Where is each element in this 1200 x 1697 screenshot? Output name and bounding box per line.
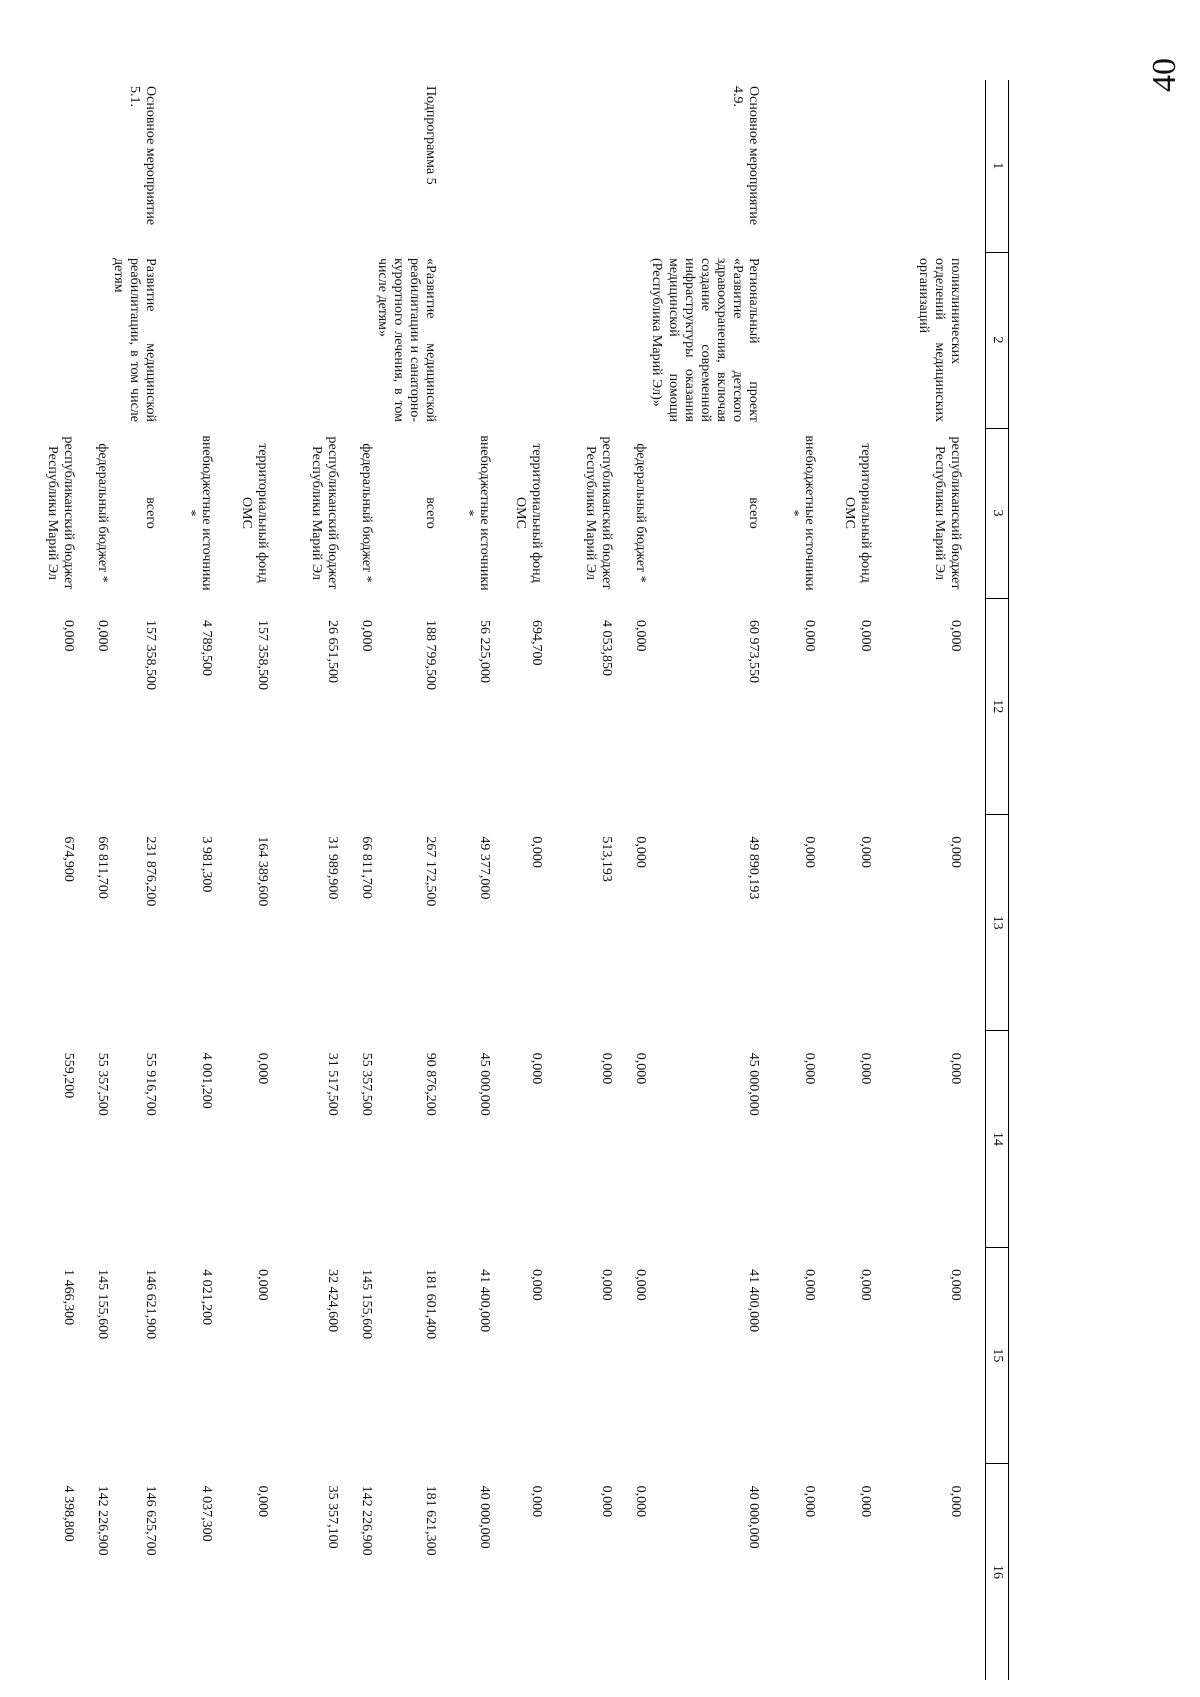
amount-cell: 0,000 bbox=[633, 1485, 649, 1518]
row-description bbox=[340, 252, 374, 428]
column-header: 13 bbox=[986, 814, 1009, 1030]
amount-cell: 559,200 bbox=[60, 1052, 76, 1099]
funding-source: федеральный бюджет * bbox=[94, 443, 110, 583]
amount-cell: 40 000,000 bbox=[746, 1485, 761, 1549]
column-header: 15 bbox=[986, 1247, 1009, 1463]
column-header: 2 bbox=[986, 252, 1009, 428]
amount-cell: 0,000 bbox=[858, 1052, 873, 1085]
amount-cell: 0,000 bbox=[802, 620, 817, 652]
amount-cell: 55 357,500 bbox=[94, 1052, 110, 1116]
amount-cell: 40 000,000 bbox=[477, 1485, 493, 1549]
funding-source: федеральный бюджет * bbox=[358, 443, 374, 583]
amount-cell: 0,000 bbox=[858, 836, 873, 868]
funding-source: федеральный бюджет * bbox=[633, 443, 649, 583]
amount-cell: 0,000 bbox=[254, 1485, 270, 1518]
amount-cell: 142 226,900 bbox=[358, 1485, 374, 1556]
funding-source: всего bbox=[142, 497, 158, 529]
table-body bbox=[16, 80, 986, 1680]
amount-cell: 181 621,300 bbox=[423, 1485, 439, 1556]
funding-source: всего bbox=[746, 497, 761, 529]
header-spacer bbox=[963, 80, 986, 1680]
table-row bbox=[76, 80, 110, 1680]
amount-cell: 164 389,600 bbox=[254, 836, 270, 907]
amount-cell: 0,000 bbox=[633, 620, 649, 652]
column-header: 16 bbox=[986, 1464, 1009, 1680]
row-description bbox=[761, 252, 817, 428]
table-row bbox=[214, 80, 270, 1680]
amount-cell: 41 400,000 bbox=[477, 1269, 493, 1333]
amount-cell: 1 466,300 bbox=[60, 1269, 76, 1326]
amount-cell: 4 789,500 bbox=[198, 620, 214, 676]
amount-cell: 49 890,193 bbox=[746, 836, 761, 900]
amount-cell: 231 876,200 bbox=[142, 836, 158, 907]
amount-cell: 0,000 bbox=[254, 1052, 270, 1085]
amount-cell: 0,000 bbox=[94, 620, 110, 652]
funding-source: внебюджетные источники * bbox=[182, 435, 214, 591]
row-label bbox=[614, 80, 648, 252]
amount-cell: 56 225,000 bbox=[477, 620, 493, 683]
row-description bbox=[214, 252, 270, 428]
amount-cell: 55 357,500 bbox=[358, 1052, 374, 1116]
amount-cell: 0,000 bbox=[358, 620, 374, 652]
funding-source: территориальный фонд ОМС bbox=[841, 443, 873, 583]
amount-cell: 49 377,000 bbox=[477, 836, 493, 900]
funding-source: республиканский бюджет Республики Марий Эл bbox=[583, 436, 615, 590]
amount-cell: 0,000 bbox=[633, 836, 649, 868]
row-label bbox=[158, 80, 214, 252]
amount-cell: 0,000 bbox=[254, 1269, 270, 1301]
amount-cell: 45 000,000 bbox=[477, 1052, 493, 1116]
amount-cell: 145 155,600 bbox=[358, 1269, 374, 1340]
row-description bbox=[76, 252, 110, 428]
column-header: 3 bbox=[986, 428, 1009, 598]
amount-cell: 513,193 bbox=[599, 836, 615, 882]
row-label: Подпрограмма 5 bbox=[423, 86, 439, 185]
amount-cell: 0,000 bbox=[948, 1485, 963, 1518]
column-header: 1 bbox=[986, 80, 1009, 252]
amount-cell: 41 400,000 bbox=[746, 1269, 761, 1333]
table-row bbox=[544, 80, 614, 1680]
amount-cell: 3 981,300 bbox=[198, 836, 214, 893]
amount-cell: 90 876,200 bbox=[423, 1052, 439, 1116]
row-label bbox=[16, 80, 76, 252]
table-row bbox=[817, 80, 873, 1680]
amount-cell: 0,000 bbox=[529, 836, 545, 868]
budget-table-sheet bbox=[44, 80, 1009, 1680]
amount-cell: 0,000 bbox=[633, 1052, 649, 1085]
row-label bbox=[544, 80, 614, 252]
row-label bbox=[873, 80, 963, 252]
row-label bbox=[438, 80, 492, 252]
row-label bbox=[76, 80, 110, 252]
amount-cell: 0,000 bbox=[858, 1269, 873, 1301]
amount-cell: 4 053,850 bbox=[599, 620, 615, 676]
amount-cell: 66 811,700 bbox=[94, 836, 110, 899]
amount-cell: 4 037,300 bbox=[198, 1485, 214, 1542]
amount-cell: 0,000 bbox=[802, 1052, 817, 1085]
row-description bbox=[544, 252, 614, 428]
amount-cell: 0,000 bbox=[948, 1052, 963, 1085]
amount-cell: 0,000 bbox=[529, 1052, 545, 1085]
row-label bbox=[817, 80, 873, 252]
amount-cell: 60 973,550 bbox=[746, 620, 761, 683]
amount-cell: 55 916,700 bbox=[142, 1052, 158, 1116]
table-row bbox=[16, 80, 76, 1680]
table-row bbox=[158, 80, 214, 1680]
funding-source: территориальный фонд ОМС bbox=[513, 443, 545, 583]
amount-cell: 0,000 bbox=[599, 1052, 615, 1085]
table-row bbox=[438, 80, 492, 1680]
row-description bbox=[614, 252, 648, 428]
amount-cell: 4 021,200 bbox=[198, 1269, 214, 1326]
row-description: поликлинических отделений медицинских организаций bbox=[915, 258, 963, 422]
row-description: «Развитие медицинской реабилитации и санаторно-курортного лечения, в том числе детям» bbox=[375, 258, 439, 422]
funding-source: республиканский бюджет Республики Марий Эл bbox=[308, 436, 340, 590]
amount-cell: 0,000 bbox=[858, 620, 873, 652]
amount-cell: 0,000 bbox=[858, 1485, 873, 1518]
amount-cell: 145 155,600 bbox=[94, 1269, 110, 1340]
page-number: 40 bbox=[1146, 58, 1183, 92]
amount-cell: 4 398,800 bbox=[60, 1485, 76, 1542]
funding-source: территориальный фонд ОМС bbox=[238, 443, 270, 583]
amount-cell: 0,000 bbox=[802, 1269, 817, 1301]
row-description bbox=[438, 252, 492, 428]
amount-cell: 188 799,500 bbox=[423, 620, 439, 690]
row-label bbox=[340, 80, 374, 252]
amount-cell: 0,000 bbox=[948, 836, 963, 868]
amount-cell: 267 172,500 bbox=[423, 836, 439, 907]
row-description bbox=[492, 252, 544, 428]
amount-cell: 674,900 bbox=[60, 836, 76, 882]
amount-cell: 4 001,200 bbox=[198, 1052, 214, 1109]
amount-cell: 142 226,900 bbox=[94, 1485, 110, 1556]
row-label bbox=[761, 80, 817, 252]
row-description bbox=[270, 252, 340, 428]
amount-cell: 32 424,600 bbox=[324, 1269, 340, 1333]
amount-cell: 31 989,900 bbox=[324, 836, 340, 900]
amount-cell: 157 358,500 bbox=[254, 620, 270, 690]
row-description bbox=[16, 252, 76, 428]
funding-source: внебюджетные источники * bbox=[785, 435, 817, 591]
table-row bbox=[340, 80, 374, 1680]
amount-cell: 157 358,500 bbox=[142, 620, 158, 690]
funding-source: республиканский бюджет Республики Марий Эл bbox=[44, 436, 76, 590]
amount-cell: 0,000 bbox=[802, 836, 817, 868]
row-label: Основное мероприятие 5.1. bbox=[126, 86, 158, 226]
row-description: Развитие медицинской реабилитации, в том числе детям bbox=[110, 258, 158, 422]
amount-cell: 0,000 bbox=[633, 1269, 649, 1301]
table-row bbox=[374, 80, 438, 1680]
amount-cell: 181 601,400 bbox=[423, 1269, 439, 1340]
amount-cell: 146 625,700 bbox=[142, 1485, 158, 1556]
funding-source: внебюджетные источники * bbox=[461, 435, 493, 591]
budget-table bbox=[16, 80, 1009, 1680]
amount-cell: 0,000 bbox=[599, 1269, 615, 1301]
row-label bbox=[492, 80, 544, 252]
table-row bbox=[761, 80, 817, 1680]
amount-cell: 45 000,000 bbox=[746, 1052, 761, 1116]
row-label bbox=[214, 80, 270, 252]
table-row bbox=[492, 80, 544, 1680]
amount-cell: 35 357,100 bbox=[324, 1485, 340, 1549]
row-label bbox=[270, 80, 340, 252]
amount-cell: 694,700 bbox=[529, 620, 545, 666]
amount-cell: 0,000 bbox=[529, 1485, 545, 1518]
table-row bbox=[873, 80, 963, 1680]
table-header-row bbox=[986, 80, 1009, 1680]
table-row bbox=[270, 80, 340, 1680]
amount-cell: 0,000 bbox=[948, 620, 963, 652]
amount-cell: 0,000 bbox=[529, 1269, 545, 1301]
row-description bbox=[158, 252, 214, 428]
amount-cell: 0,000 bbox=[802, 1485, 817, 1518]
column-header: 12 bbox=[986, 598, 1009, 814]
amount-cell: 66 811,700 bbox=[358, 836, 374, 899]
row-description: Региональный проект «Развитие детского здравоохранения, включая создание современной инфраструктуры оказания медицинской помощи (Республика Марий Эл)» bbox=[649, 258, 761, 422]
table-row bbox=[110, 80, 158, 1680]
amount-cell: 0,000 bbox=[60, 620, 76, 652]
table-row bbox=[648, 80, 761, 1680]
amount-cell: 26 651,500 bbox=[324, 620, 340, 683]
row-label: Основное мероприятие 4.9. bbox=[729, 86, 761, 226]
amount-cell: 0,000 bbox=[948, 1269, 963, 1301]
amount-cell: 146 621,900 bbox=[142, 1269, 158, 1340]
column-header: 14 bbox=[986, 1031, 1009, 1247]
row-description bbox=[817, 252, 873, 428]
funding-source: всего bbox=[423, 497, 439, 529]
table-row bbox=[614, 80, 648, 1680]
amount-cell: 0,000 bbox=[599, 1485, 615, 1518]
funding-source: республиканский бюджет Республики Марий Эл bbox=[931, 436, 963, 590]
amount-cell: 31 517,500 bbox=[324, 1052, 340, 1116]
